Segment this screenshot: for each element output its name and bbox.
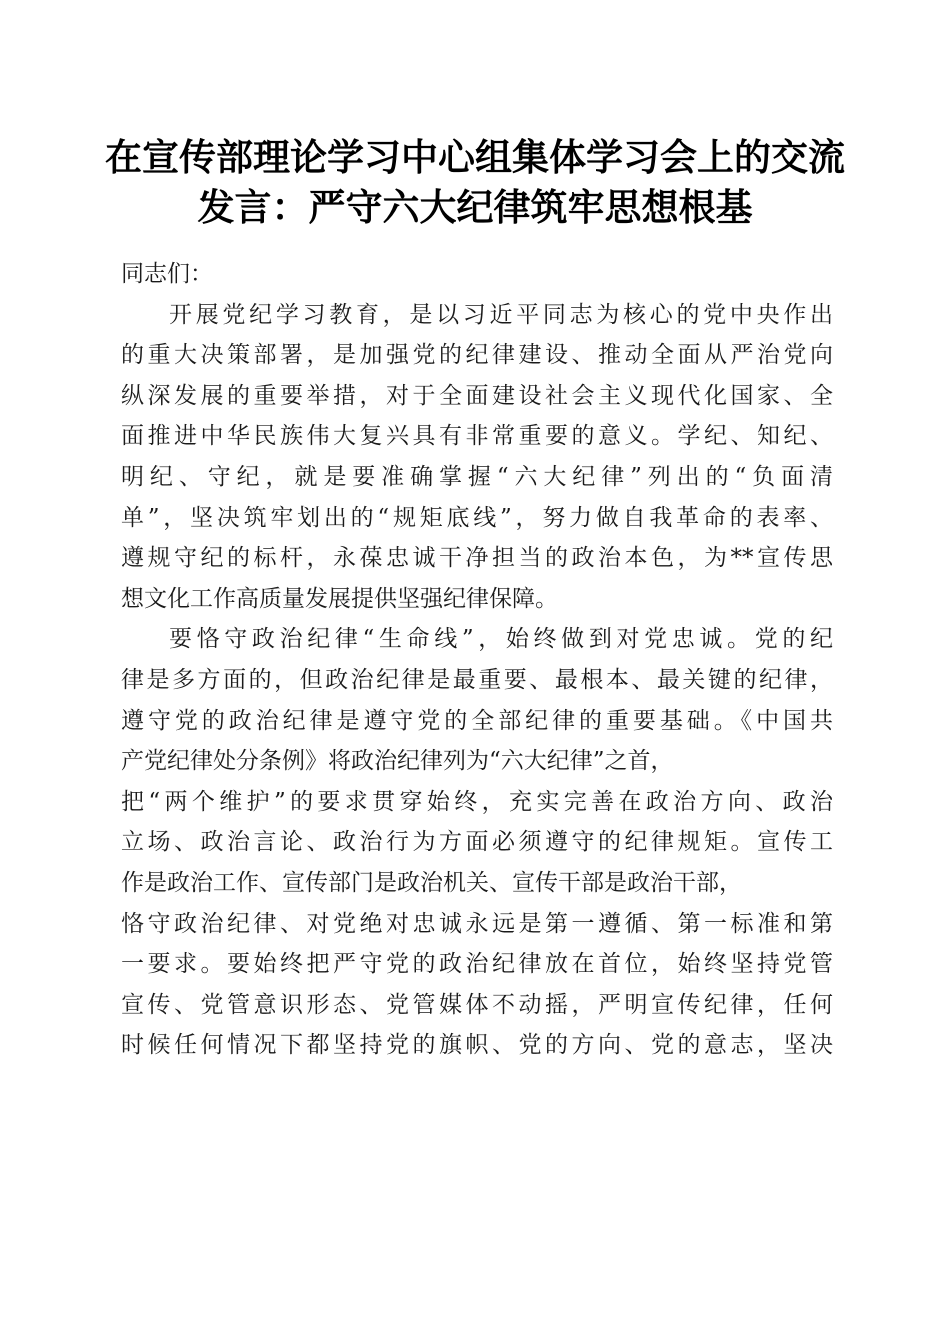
paragraph-line: 时候任何情况下都坚持党的旗帜、党的方向、党的意志，坚决 xyxy=(121,1032,833,1059)
paragraph-line: 一要求。要始终把严守党的政治纪律放在首位，始终坚持党管 xyxy=(121,951,833,978)
paragraph-line: 明纪、守纪，就是要准确掌握“六大纪律”列出的“负面清 xyxy=(121,463,833,490)
paragraph-line: 产党纪律处分条例》将政治纪律列为“六大纪律”之首， xyxy=(121,748,674,775)
paragraph-line: 遵守党的政治纪律是遵守党的全部纪律的重要基础。《中国共 xyxy=(121,707,833,734)
paragraph-line: 单”，坚决筑牢划出的“规矩底线”，努力做自我革命的表率、 xyxy=(121,504,833,531)
paragraph-line: 遵规守纪的标杆，永葆忠诚干净担当的政治本色，为**宣传思 xyxy=(121,545,833,572)
paragraph-2 xyxy=(121,619,833,1066)
paragraph-line: 纵深发展的重要举措，对于全面建设社会主义现代化国家、全 xyxy=(121,382,833,409)
paragraph-line: 要恪守政治纪律“生命线”，始终做到对党忠诚。党的纪 xyxy=(169,626,833,653)
paragraph-line: 开展党纪学习教育，是以习近平同志为核心的党中央作出 xyxy=(169,301,833,328)
paragraph-line: 把“两个维护”的要求贯穿始终，充实完善在政治方向、政治 xyxy=(121,788,833,815)
paragraph-line: 想文化工作高质量发展提供坚强纪律保障。 xyxy=(121,585,558,612)
document-title xyxy=(100,132,850,232)
salutation: 同志们： xyxy=(121,261,213,287)
paragraph-line: 作是政治工作、宣传部门是政治机关、宣传干部是政治干部， xyxy=(121,869,742,896)
paragraph-1 xyxy=(121,295,833,620)
paragraph-line: 立场、政治言论、政治行为方面必须遵守的纪律规矩。宣传工 xyxy=(121,829,833,856)
paragraph-line: 恪守政治纪律、对党绝对忠诚永远是第一遵循、第一标准和第 xyxy=(121,910,833,937)
paragraph-line: 面推进中华民族伟大复兴具有非常重要的意义。学纪、知纪、 xyxy=(121,423,833,450)
title-line-2: 发言：严守六大纪律筑牢思想根基 xyxy=(197,185,753,229)
paragraph-line: 宣传、党管意识形态、党管媒体不动摇，严明宣传纪律，任何 xyxy=(121,991,833,1018)
paragraph-line: 律是多方面的，但政治纪律是最重要、最根本、最关键的纪律， xyxy=(121,666,833,693)
document-body xyxy=(121,254,833,1066)
title-line-1: 在宣传部理论学习中心组集体学习会上的交流 xyxy=(105,135,845,179)
paragraph-line: 的重大决策部署，是加强党的纪律建设、推动全面从严治党向 xyxy=(121,342,833,369)
